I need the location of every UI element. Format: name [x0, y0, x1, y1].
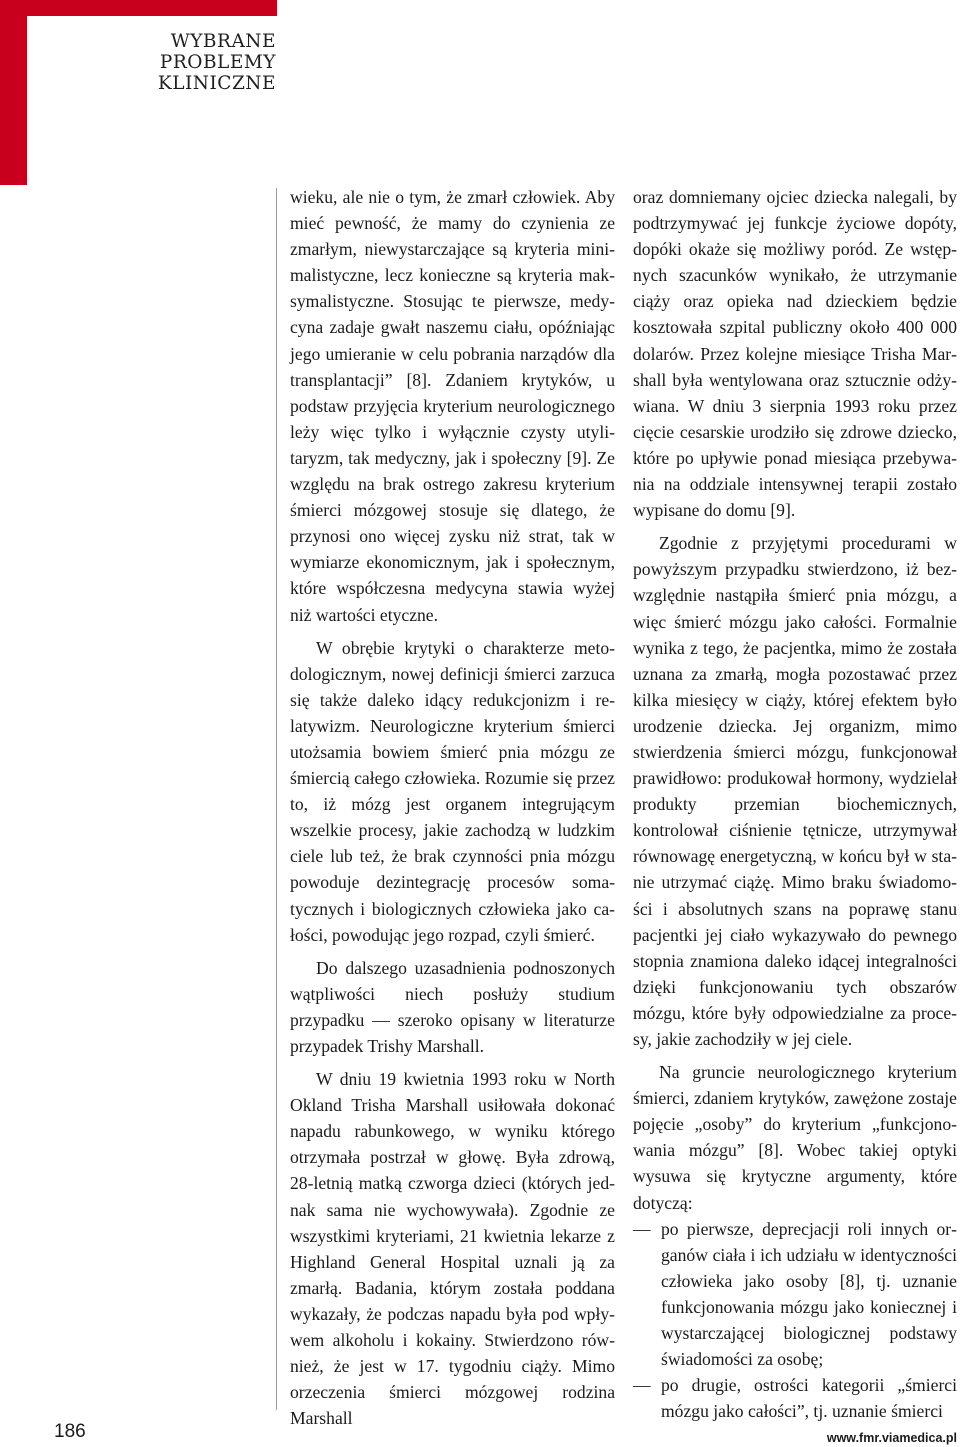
column-divider: [276, 188, 277, 1410]
list-item-text: po drugie, ostrości kategorii „śmierci mózgu jako całości”, tj. uznanie śmierci: [661, 1375, 957, 1422]
footer-url: www.fmr.viamedica.pl: [826, 1431, 957, 1445]
body-paragraph: Zgodnie z przyjętymi procedurami w powyższym przypadku stwierdzono, iż bezwzględnie nastąpiła śmierć pnia mózgu, a więc śmierć mózgu jako całości. Formalnie wynika z tego, że pacjentka, mimo że została uznana za zmarłą, mogła pozostawać przez kilka miesięcy w ciąży, której efektem było urodzenie dziecka. Jej organizm, mimo stwierdzenia śmierci mózgu, funkcjonował prawidłowo: produkował hormony, wydzielał produkty przemian biochemicznych, kontrolował ciśnienie tętnicze, utrzymywał równowagę energetyczną, w końcu był w stanie utrzymać ciążę. Mimo braku świadomości i absolutnych szans na poprawę stanu pacjentki jej ciało wykazywało do pewnego stopnia znamiona daleko idącej integralności dzięki funkcjonowaniu tych obszarów mózgu, które były odpowiedzialne za procesy, jakie zachodziły w jej ciele.: [633, 533, 957, 1049]
body-paragraph: wieku, ale nie o tym, że zmarł człowiek. Aby mieć pewność, że mamy do czynienia ze zmarłym, niewystarczające są kryteria minimalistyczne, lecz konieczne są kryteria maksymalistyczne. Stosując te pierwsze, medycyna zadaje gwałt naszemu ciału, opóźniając jego umieranie w celu pobrania narządów dla transplantacji” [8]. Zdaniem krytyków, u podstaw przyjęcia kryterium neurologicznego leży więc tylko i wyłącznie czysty utylitaryzm, tak medyczny, jak i społeczny [9]. Ze względu na brak ostrego zakresu kryterium śmierci mózgowej stosuje się dlatego, że przynosi ono więcej zysku niż strat, tak w wymiarze ekonomicznym, jak i społecznym, które współczesna medycyna stawia wyżej niż wartości etyczne.: [290, 187, 615, 625]
section-title-line: KLINICZNE: [157, 73, 276, 94]
em-dash-bullet: —: [633, 1375, 651, 1396]
page-number: 186: [54, 1421, 86, 1442]
section-title-line: WYBRANE: [170, 31, 276, 52]
body-paragraph: W dniu 19 kwietnia 1993 roku w North Okland Trisha Marshall usiłowała dokonać napadu rabunkowego, w wyniku którego otrzymała postrzał w głowę. Była zdrową, 28-letnią matką czworga dzieci (których jednak sama nie wychowywała). Zgodnie ze wszystkimi kryteriami, 21 kwietnia lekarze z Highland General Hospital uznali ją za zmarłą. Badania, którym została poddana wykazały, że podczas napadu była pod wpływem alkoholu i kokainy. Stwierdzono również, że jest w 17. tygodniu ciąży. Mimo orzeczenia śmierci mózgowej rodzina Marshall: [290, 1069, 615, 1429]
section-title: [158, 31, 276, 94]
list-item: [633, 1372, 957, 1424]
body-paragraph: oraz domniemany ojciec dziecka nalegali, by podtrzymywać jej funkcje życiowe dopóty, dopóki okaże się możliwy poród. Ze wstępnych szacunków wynikało, że utrzymanie ciąży oraz opieka nad dzieckiem będzie kosztowała szpital publiczny około 400 000 dolarów. Przez kolejne miesiące Trisha Marshall była wentylowana oraz sztucznie odżywiana. W dniu 3 sierpnia 1993 roku przez cięcie cesarskie urodziło się zdrowe dziecko, które po upływie ponad miesiąca przebywania na oddziale intensywnej terapii zostało wypisane do domu [9].: [633, 187, 957, 521]
body-paragraph: W obrębie krytyki o charakterze metodologicznym, nowej definicji śmierci zarzuca się także daleko idący redukcjonizm i relatywizm. Neurologiczne kryterium śmierci utożsamia bowiem śmierć pnia mózgu ze śmiercią całego człowieka. Rozumie się przez to, iż mózg jest organem integrującym wszelkie procesy, jakie zachodzą w ludzkim ciele lub też, że brak czynności pnia mózgu powoduje dezintegrację procesów somatycznych i biologicznych człowieka jako całości, powodując jego rozpad, czyli śmierć.: [290, 637, 615, 945]
body-paragraph: Do dalszego uzasadnienia podnoszonych wątpliwości niech posłuży studium przypadku — szeroko opisany w literaturze przypadek Trishy Marshall.: [290, 957, 615, 1056]
right-column: [633, 184, 957, 1424]
list-item: [633, 1216, 957, 1373]
header-accent-bar: [0, 0, 277, 16]
list-item-text: po pierwsze, deprecjacji roli innych organów ciała i ich udziału w identyczności człowieka jako osoby [8], tj. uznanie funkcjonowania mózgu jako koniecznej i wystarczającej biologicznej podstawy świadomości za osobę;: [661, 1218, 957, 1370]
em-dash-bullet: —: [633, 1218, 651, 1239]
left-column: [290, 184, 615, 1431]
section-title-line: PROBLEMY: [159, 52, 276, 73]
body-paragraph: Na gruncie neurologicznego kryterium śmierci, zdaniem krytyków, zawężone zostaje pojęcie „osoby” do kryterium „funkcjonowania mózgu” [8]. Wobec takiej optyki wysuwa się krytyczne argumenty, które dotyczą:: [633, 1062, 957, 1213]
side-accent-bar: [0, 0, 27, 185]
